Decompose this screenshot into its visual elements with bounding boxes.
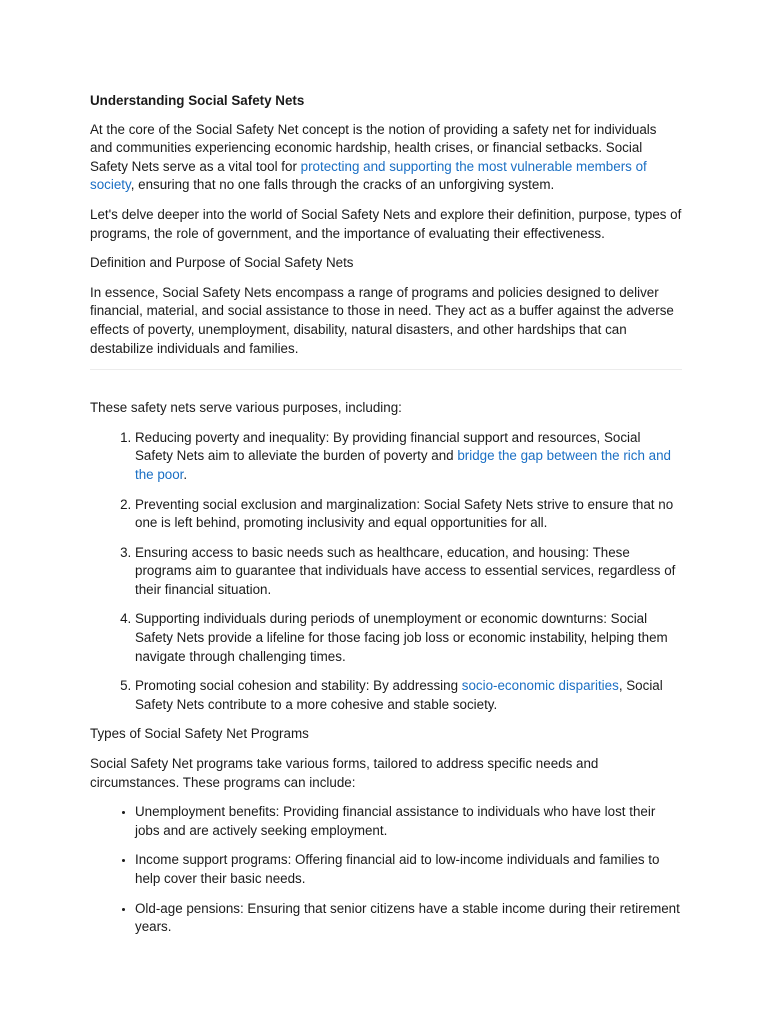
intro-text-after-link: , ensuring that no one falls through the cracks of an unforgiving system. [130, 177, 555, 193]
purposes-list [90, 429, 682, 715]
list-item: 2. Preventing social exclusion and marginalization: Social Safety Nets strive to ensure that no one is left behind, promoting inclusivity and equal opportunities for all. [135, 496, 682, 533]
list-item: • Old-age pensions: Ensuring that senior citizens have a stable income during their retirement years. [135, 900, 682, 937]
list-item: • Unemployment benefits: Providing financial assistance to individuals who have lost their jobs and are actively seeking employment. [135, 803, 682, 840]
purpose-5-text-before-link: Promoting social cohesion and stability: By addressing [135, 678, 462, 694]
types-list [90, 803, 682, 937]
page-title: Understanding Social Safety Nets [90, 93, 305, 108]
section-divider [90, 369, 682, 370]
list-item [135, 677, 682, 714]
purposes-intro: These safety nets serve various purposes, including: [90, 400, 402, 416]
intro-paragraph-2: Let's delve deeper into the world of Social Safety Nets and explore their definition, purpose, types of programs, the role of government, and the importance of evaluating their effectiveness. [90, 206, 682, 241]
definition-heading: Definition and Purpose of Social Safety Nets [90, 255, 354, 271]
purpose-5-text-after-link: , Social Safety Nets contribute to a more cohesive and stable society. [135, 678, 663, 712]
types-heading: Types of Social Safety Net Programs [90, 726, 309, 742]
rich-poor-gap-link[interactable]: bridge the gap between the rich and the poor [135, 448, 671, 482]
definition-paragraph: In essence, Social Safety Nets encompass a range of programs and policies designed to deliver financial, material, and social assistance to those in need. They act as a buffer against the adverse effects of poverty, unemployment, disability, natural disasters, and other hardships that can destabilize individuals and families. [90, 284, 674, 356]
intro-paragraph-1 [90, 121, 682, 195]
types-intro: Social Safety Net programs take various forms, tailored to address specific needs and circumstances. These programs can include: [90, 756, 599, 790]
document-page [90, 92, 682, 948]
vulnerable-members-link[interactable]: protecting and supporting the most vulnerable members of society [90, 158, 647, 193]
purpose-1-text-before-link: Reducing poverty and inequality: By providing financial support and resources, Social Safety Nets aim to alleviate the burden of poverty and [135, 429, 641, 464]
purpose-1-text-after-link: . [183, 466, 188, 482]
list-item [135, 429, 682, 485]
list-item: 3. Ensuring access to basic needs such as healthcare, education, and housing: These programs aim to guarantee that individuals have access to essential services, regardless of their financial situation. [135, 544, 682, 600]
list-item: 4. Supporting individuals during periods of unemployment or economic downturns: Social Safety Nets provide a lifeline for those facing job loss or economic instability, helping them navigate through challenging times. [135, 610, 682, 666]
socio-economic-disparities-link[interactable]: socio-economic disparities [461, 678, 619, 694]
list-item: • Income support programs: Offering financial aid to low-income individuals and families to help cover their basic needs. [135, 851, 682, 888]
intro-text-before-link: At the core of the Social Safety Net concept is the notion of providing a safety net for individuals and communities experiencing economic hardship, health crises, or financial setbacks. Social Safety Nets serve as a vital tool for [90, 121, 657, 174]
